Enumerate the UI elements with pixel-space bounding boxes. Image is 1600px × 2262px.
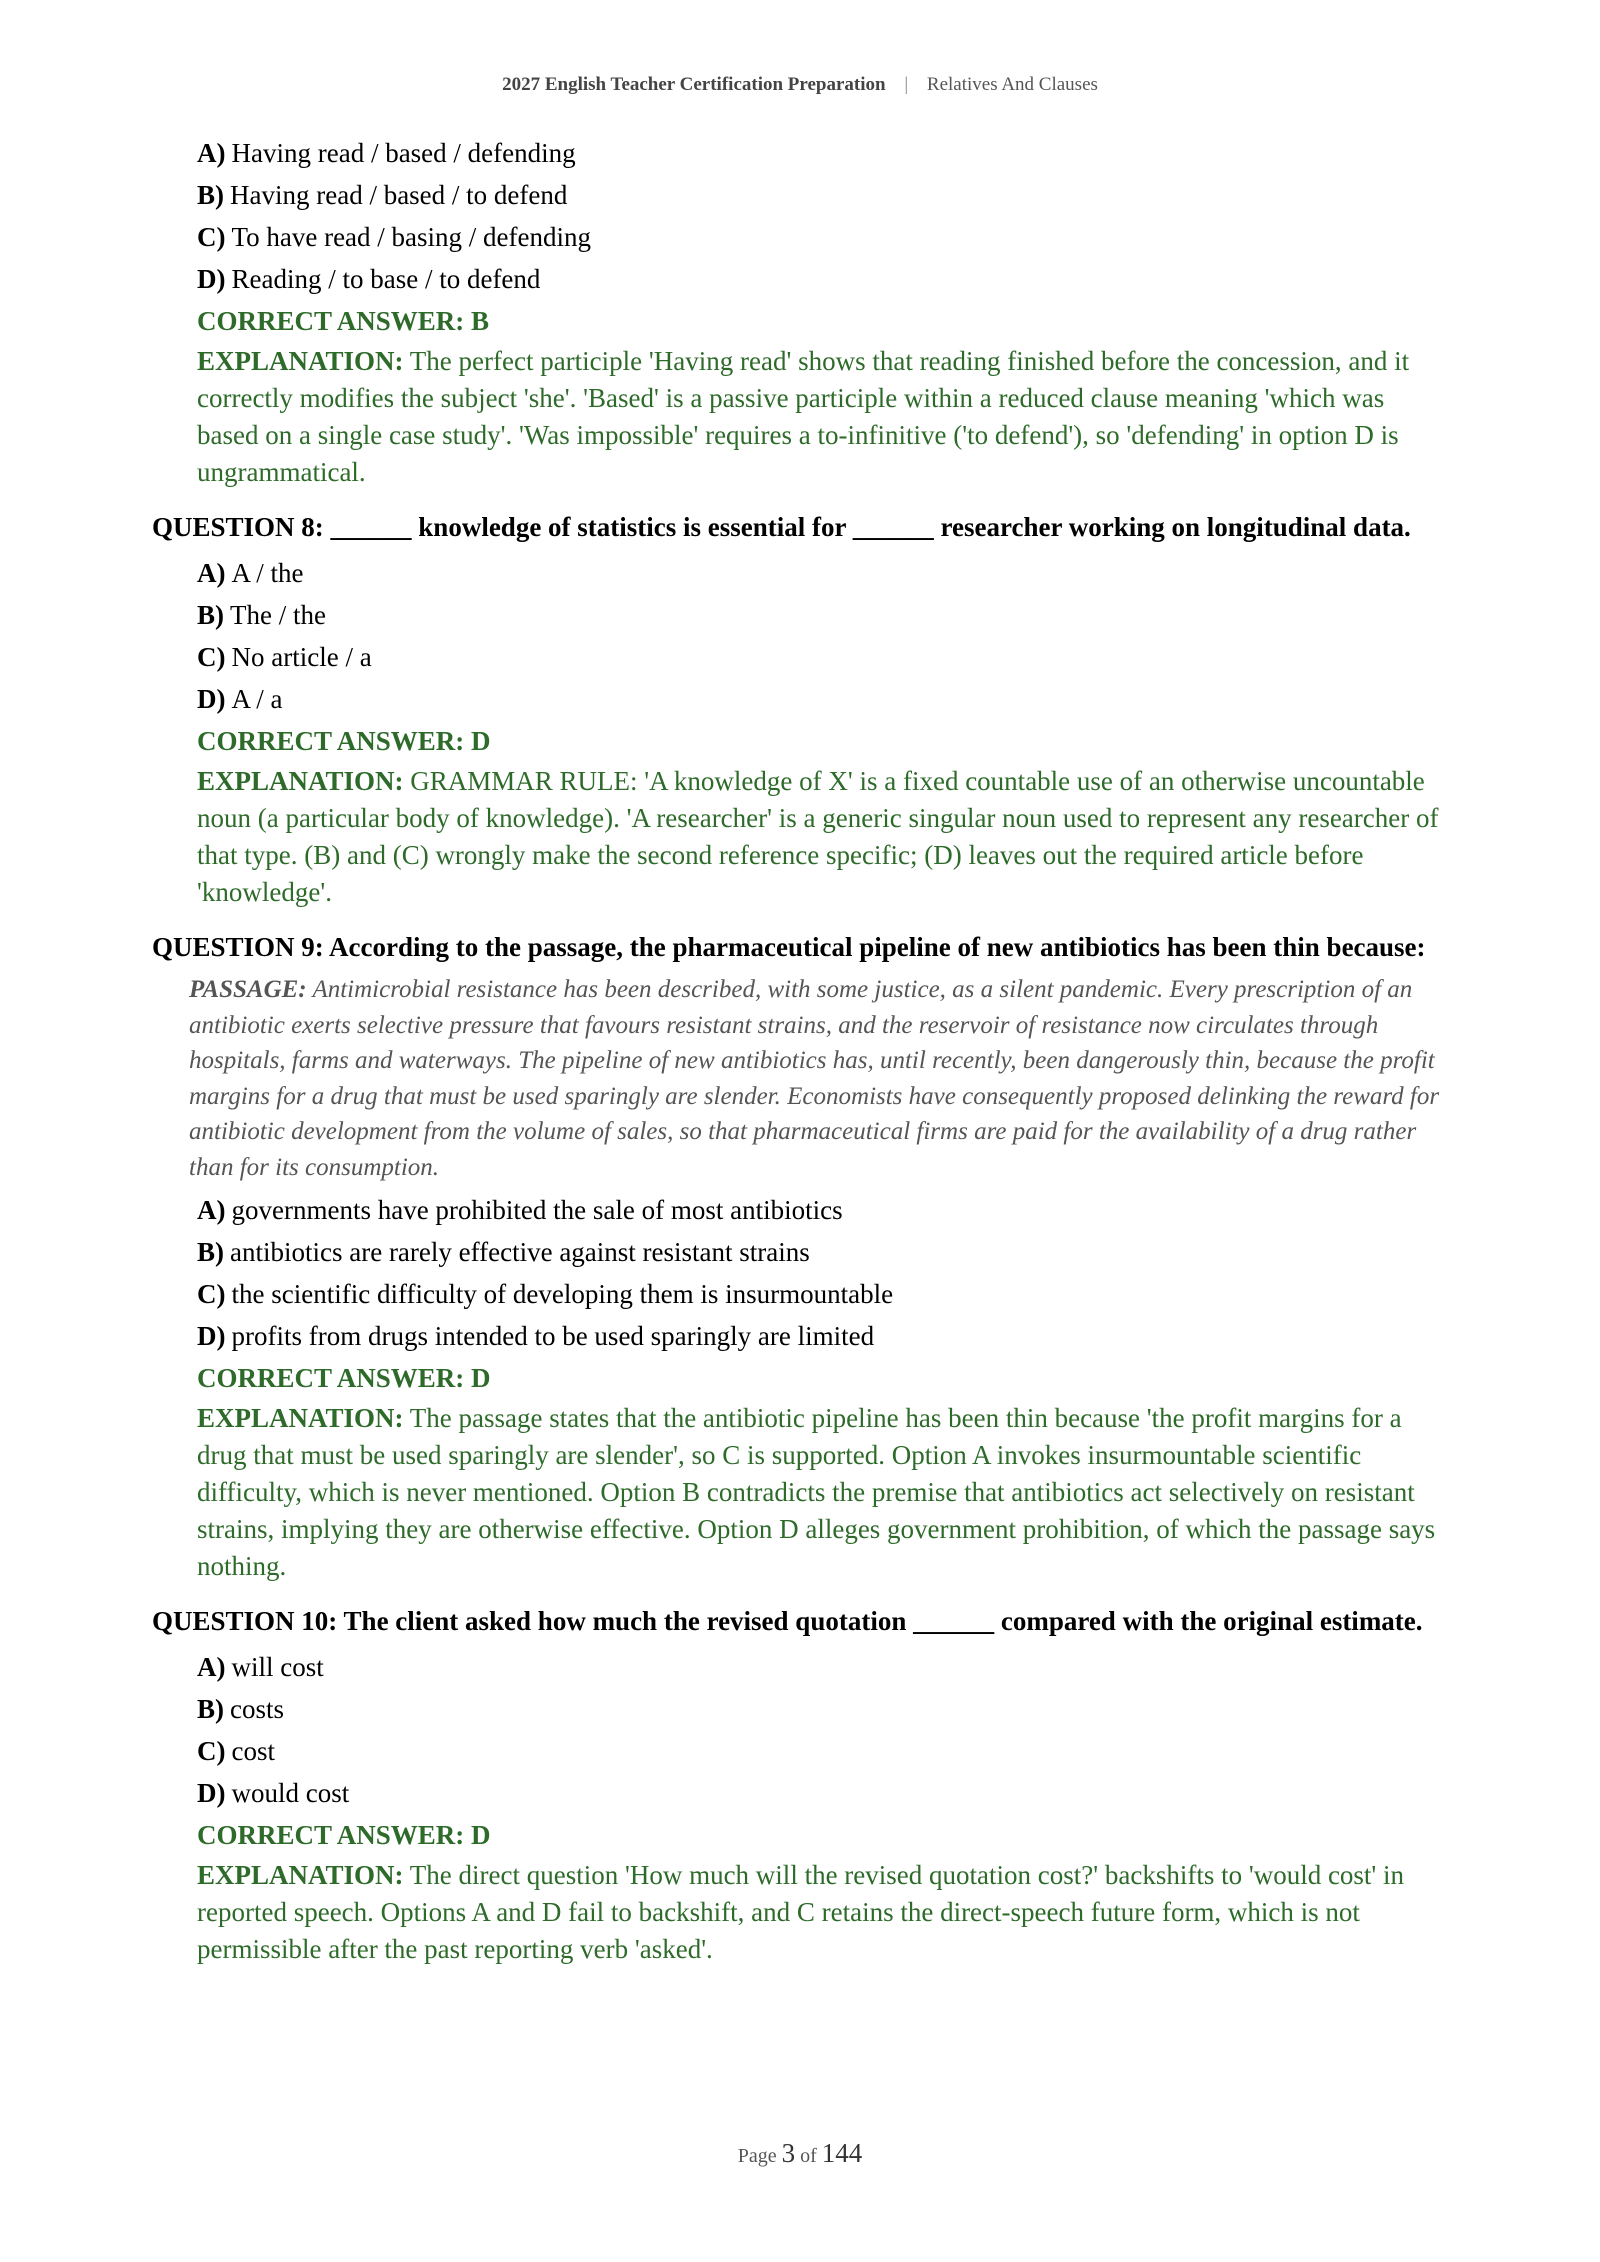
question-block-9: [152, 929, 1442, 1585]
option-b: [197, 594, 1442, 636]
option-text: profits from drugs intended to be used sparingly are limited: [231, 1321, 875, 1351]
correct-answer: CORRECT ANSWER: D: [197, 726, 491, 756]
explanation-label: EXPLANATION:: [197, 766, 404, 796]
option-text: governments have prohibited the sale of most antibiotics: [231, 1195, 843, 1225]
option-letter: C): [197, 1736, 226, 1766]
passage-label: PASSAGE:: [189, 976, 307, 1003]
option-a: [197, 132, 1442, 174]
correct-answer: CORRECT ANSWER: B: [197, 306, 490, 336]
page-header: [0, 74, 1600, 96]
reading-passage: [152, 972, 1442, 1185]
correct-answer: CORRECT ANSWER: D: [197, 1363, 491, 1393]
option-d: [197, 1315, 1442, 1357]
options-list: [152, 552, 1442, 720]
option-letter: C): [197, 222, 226, 252]
option-text: Reading / to base / to defend: [231, 264, 541, 294]
page-number: 3: [781, 2138, 796, 2168]
explanation-text: The direct question 'How much will the revised quotation cost?' backshifts to 'would cost' in reported speech. Options A and D fail to backshift, and C retains the direct-speech future form, which is not permissible after the past reporting verb 'asked'.: [197, 1860, 1405, 1964]
option-letter: D): [197, 1778, 226, 1808]
document-title: 2027 English Teacher Certification Preparation: [502, 74, 886, 95]
page-content: [152, 132, 1442, 1968]
options-list: [152, 1646, 1442, 1814]
option-letter: D): [197, 684, 226, 714]
option-text: antibiotics are rarely effective against resistant strains: [230, 1237, 810, 1267]
explanation: [152, 343, 1442, 491]
option-text: A / the: [231, 558, 304, 588]
option-a: [197, 1646, 1442, 1688]
option-b: [197, 1688, 1442, 1730]
option-letter: C): [197, 642, 226, 672]
option-text: No article / a: [231, 642, 372, 672]
option-text: To have read / basing / defending: [231, 222, 591, 252]
option-text: the scientific difficulty of developing them is insurmountable: [231, 1279, 894, 1309]
explanation: [152, 1857, 1442, 1968]
option-text: A / a: [231, 684, 283, 714]
option-text: will cost: [231, 1652, 324, 1682]
explanation-text: The passage states that the antibiotic pipeline has been thin because 'the profit margins for a drug that must be used sparingly are slender', so C is supported. Option A invokes insurmountable scientific difficulty, which is never mentioned. Option B contradicts the premise that antibiotics act selectively on resistant strains, implying they are otherwise effective. Option D alleges government prohibition, of which the passage says nothing.: [197, 1403, 1436, 1581]
option-a: [197, 552, 1442, 594]
option-text: Having read / based / to defend: [230, 180, 568, 210]
of-word: of: [800, 2145, 817, 2167]
option-letter: B): [197, 600, 224, 630]
question-block-8: [152, 509, 1442, 911]
explanation-label: EXPLANATION:: [197, 346, 404, 376]
option-d: [197, 1772, 1442, 1814]
options-list: [152, 1189, 1442, 1357]
option-c: [197, 1730, 1442, 1772]
option-b: [197, 174, 1442, 216]
question-text: QUESTION 9: According to the passage, the pharmaceutical pipeline of new antibiotics has been thin because:: [152, 932, 1426, 962]
option-letter: D): [197, 1321, 226, 1351]
question-block-7: [152, 132, 1442, 491]
option-d: [197, 678, 1442, 720]
option-letter: A): [197, 138, 226, 168]
page-footer: [0, 2138, 1600, 2169]
option-d: [197, 258, 1442, 300]
option-letter: C): [197, 1279, 226, 1309]
options-list: [152, 132, 1442, 300]
question-text: QUESTION 10: The client asked how much the revised quotation ______ compared with the original estimate.: [152, 1606, 1423, 1636]
option-b: [197, 1231, 1442, 1273]
explanation-text: GRAMMAR RULE: 'A knowledge of X' is a fixed countable use of an otherwise uncountable noun (a particular body of knowledge). 'A researcher' is a generic singular noun used to represent any researcher of that type. (B) and (C) wrongly make the second reference specific; (D) leaves out the required article before 'knowledge'.: [197, 766, 1439, 907]
explanation-label: EXPLANATION:: [197, 1860, 404, 1890]
option-letter: D): [197, 264, 226, 294]
option-letter: B): [197, 180, 224, 210]
option-letter: A): [197, 1652, 226, 1682]
explanation: [152, 763, 1442, 911]
option-text: Having read / based / defending: [231, 138, 576, 168]
option-text: cost: [231, 1736, 275, 1766]
header-separator: |: [904, 74, 909, 95]
option-text: The / the: [230, 600, 326, 630]
explanation-label: EXPLANATION:: [197, 1403, 404, 1433]
option-letter: A): [197, 558, 226, 588]
explanation: [152, 1400, 1442, 1585]
passage-text: Antimicrobial resistance has been described, with some justice, as a silent pandemic. Every prescription of an antibiotic exerts selective pressure that favours resistant strains, and the reservoir of resistance now circulates through hospitals, farms and waterways. The pipeline of new antibiotics has, until recently, been dangerously thin, because the profit margins for a drug that must be used sparingly are slender. Economists have consequently proposed delinking the reward for antibiotic development from the volume of sales, so that pharmaceutical firms are paid for the availability of a drug rather than for its consumption.: [189, 976, 1440, 1181]
correct-answer: CORRECT ANSWER: D: [197, 1820, 491, 1850]
option-letter: B): [197, 1237, 224, 1267]
option-text: costs: [230, 1694, 284, 1724]
question-text: QUESTION 8: ______ knowledge of statistics is essential for ______ researcher working on longitudinal data.: [152, 512, 1411, 542]
page-word: Page: [737, 2145, 777, 2167]
option-c: [197, 636, 1442, 678]
explanation-text: The perfect participle 'Having read' shows that reading finished before the concession, and it correctly modifies the subject 'she'. 'Based' is a passive participle within a reduced clause meaning 'which was based on a single case study'. 'Was impossible' requires a to-infinitive ('to defend'), so 'defending' in option D is ungrammatical.: [197, 346, 1410, 487]
option-letter: B): [197, 1694, 224, 1724]
total-pages: 144: [821, 2138, 863, 2168]
section-title: Relatives And Clauses: [926, 74, 1098, 95]
option-a: [197, 1189, 1442, 1231]
option-c: [197, 216, 1442, 258]
option-text: would cost: [231, 1778, 350, 1808]
option-c: [197, 1273, 1442, 1315]
question-block-10: [152, 1603, 1442, 1968]
option-letter: A): [197, 1195, 226, 1225]
